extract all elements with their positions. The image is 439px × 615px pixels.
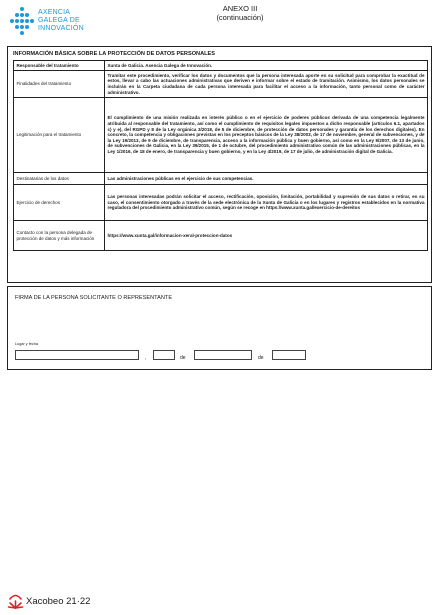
month-field[interactable] xyxy=(194,350,252,360)
logo-line-2: GALEGA DE xyxy=(38,17,80,24)
de-separator-1: de xyxy=(180,355,186,361)
year-field[interactable] xyxy=(272,350,306,360)
row-label: Contacto con la persona delegada de protección de datos y más información xyxy=(14,221,105,251)
agency-name xyxy=(38,9,84,33)
pilgrim-shell-icon xyxy=(7,593,24,610)
cross-logo-icon xyxy=(10,6,34,38)
table-row xyxy=(14,221,428,251)
data-protection-section xyxy=(7,46,432,283)
logo-line-1: AXENCIA xyxy=(38,9,71,16)
annex-title: ANEXO III xyxy=(222,4,258,13)
signature-title: FIRMA DE LA PERSONA SOLICITANTE O REPRESENTANTE xyxy=(15,295,173,301)
table-row xyxy=(14,71,428,98)
row-label: Responsable del tratamiento xyxy=(14,61,105,71)
annex-subtitle: (continuación) xyxy=(216,13,264,22)
table-row xyxy=(14,61,428,71)
row-label: Legitimación para el tratamiento xyxy=(14,98,105,173)
row-value: Las administraciones públicas en el ejercicio de sus competencias. xyxy=(105,173,428,185)
row-value: Tramitar este procedimiento, verificar los datos y documentos que la persona interesada aporte en su solicitud para comprobar la exactitud de estos, llevar a cabo las actuaciones administrativas que deriven e informar sobre el estado de tramitación. Asimismo, los datos personales se incluirán en la Carpeta ciudadana de cada persona interesada para facilitar el acceso a la información, tanto personal como de carácter administrativo. xyxy=(105,71,428,98)
xacobeo-logo xyxy=(7,593,117,611)
row-value: Xunta de Galicia. Axencia Galega de Innovación. xyxy=(105,61,428,71)
row-label: Finalidades del tratamiento xyxy=(14,71,105,98)
data-protection-table xyxy=(13,60,428,251)
row-value: https://www.xunta.gal/informacion-xeral-proteccion-datos xyxy=(105,221,428,251)
row-label: Destinatarias de los datos xyxy=(14,173,105,185)
table-row xyxy=(14,173,428,185)
row-value: El cumplimiento de una misión realizada en interés público o en el ejercicio de poderes públicos derivada de una competencia legalmente atribuida al responsable del tratamiento, así como el cumplimiento de requisitos legales impuestos a dicho responsable (artículos 6.1, apartados c) y e), del RGPD y 8 de la Ley orgánica 3/2018, de 5 de diciembre, de protección de datos personales y garantía de los derechos digitales). En concreto, la competencia y obligaciones previstas en los preceptos básicos de la Ley 38/2003, de 17 de noviembre, general de subvenciones, y de la Ley 19/2013, de 9 de diciembre, de transparencia, acceso a la información pública y buen gobierno, así como en la Ley 9/2007, de 13 de junio, de subvenciones de Galicia, en la Ley 39/2015, de 1 de octubre, del procedimiento administrativo común de las administraciones públicas, en la Ley 1/2016, de 18 de enero, de transparencia y buen gobierno, y en la Ley 4/2019, de 17 de julio, de administración digital de Galicia. xyxy=(105,98,428,173)
signature-section xyxy=(7,286,432,370)
row-value: Las personas interesadas podrán solicitar el acceso, rectificación, oposición, limitación, portabilidad y supresión de sus datos o retirar, en su caso, el consentimiento otorgado a través de la sede electrónica de la Xunta de Galicia o en los lugares y registros establecidos en la normativa reguladora del procedimiento administrativo común, según se recoge en https://www.xunta.gal/exercicio-de-dereitos xyxy=(105,185,428,221)
annex-heading xyxy=(190,4,290,22)
xacobeo-wordmark: Xacobeo 21·22 xyxy=(26,596,91,607)
comma-separator: , xyxy=(145,355,147,361)
day-field[interactable] xyxy=(153,350,175,360)
place-date-label: Lugar y fecha xyxy=(15,342,39,346)
logo-line-3: INNOVACIÓN xyxy=(38,25,84,32)
table-row xyxy=(14,98,428,173)
place-field[interactable] xyxy=(15,350,139,360)
de-separator-2: de xyxy=(258,355,264,361)
section-title: INFORMACIÓN BÁSICA SOBRE LA PROTECCIÓN DE DATOS PERSONALES xyxy=(13,51,216,57)
agency-logo xyxy=(10,6,125,40)
row-label: Ejercicio de derechos xyxy=(14,185,105,221)
table-row xyxy=(14,185,428,221)
